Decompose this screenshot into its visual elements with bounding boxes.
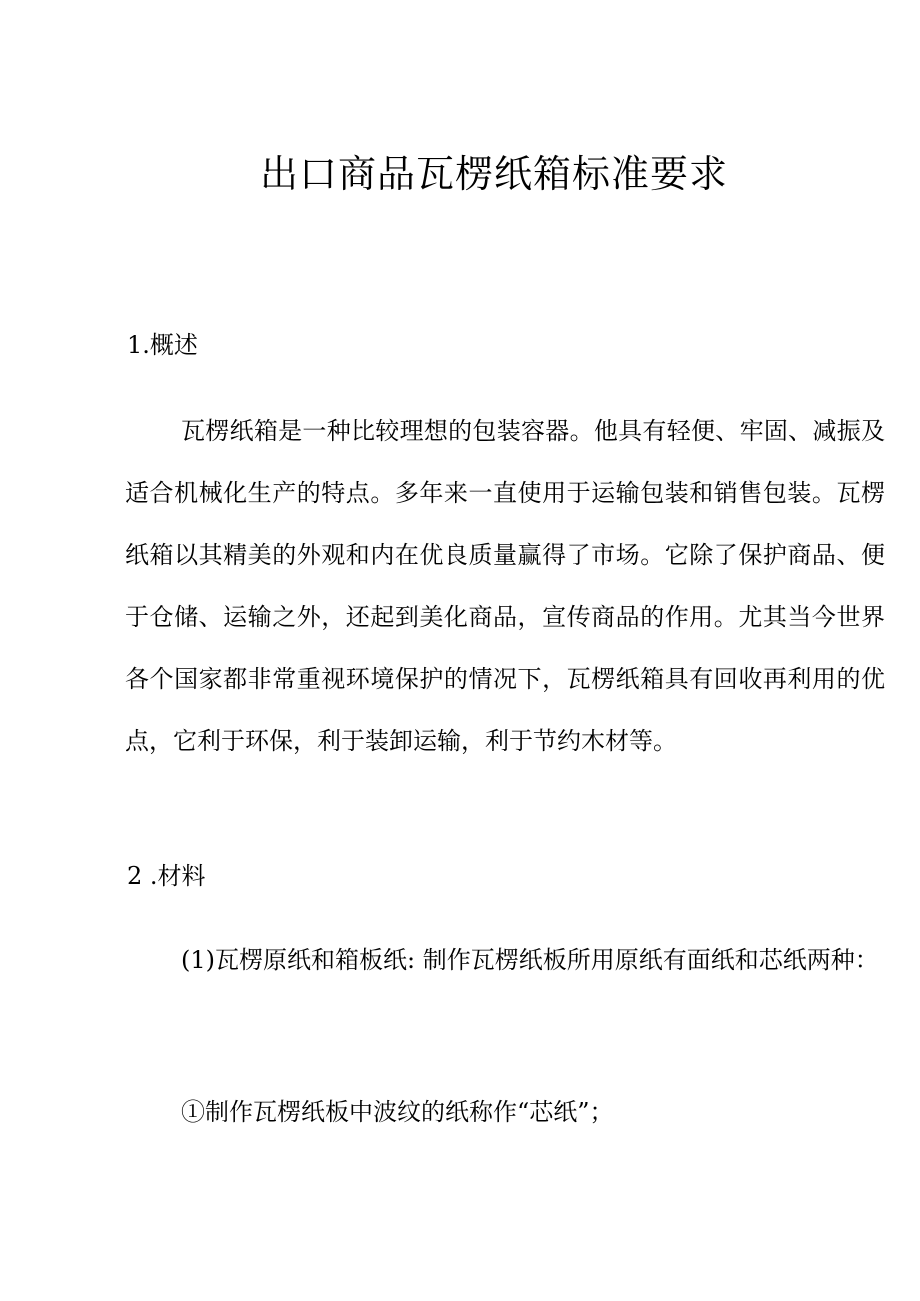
overview-paragraph: 瓦楞纸箱是一种比较理想的包装容器。他具有轻便、牢固、减振及适合机械化生产的特点。多年来一直使用于运输包装和销售包装。瓦楞纸箱以其精美的外观和内在优良质量赢得了市场。它除了保护商品、便于仓储、运输之外，还起到美化商品，宣传商品的作用。尤其当今世界各个国家都非常重视环境保护的情况下，瓦楞纸箱具有回收再利用的优点，它利于环保，利于装卸运输，利于节约木材等。: [125, 417, 885, 755]
materials-item-1: (1)瓦楞原纸和箱板纸: 制作瓦楞纸板所用原纸有面纸和芯纸两种：: [181, 946, 879, 974]
section-heading-materials: 2 .材料: [127, 862, 206, 890]
document-title: 出口商品瓦楞纸箱标准要求: [259, 152, 728, 196]
materials-item-1-sub-1: ①制作瓦楞纸板中波纹的纸称作“芯纸”；: [181, 1098, 614, 1126]
section-heading-overview: 1.概述: [127, 331, 198, 359]
